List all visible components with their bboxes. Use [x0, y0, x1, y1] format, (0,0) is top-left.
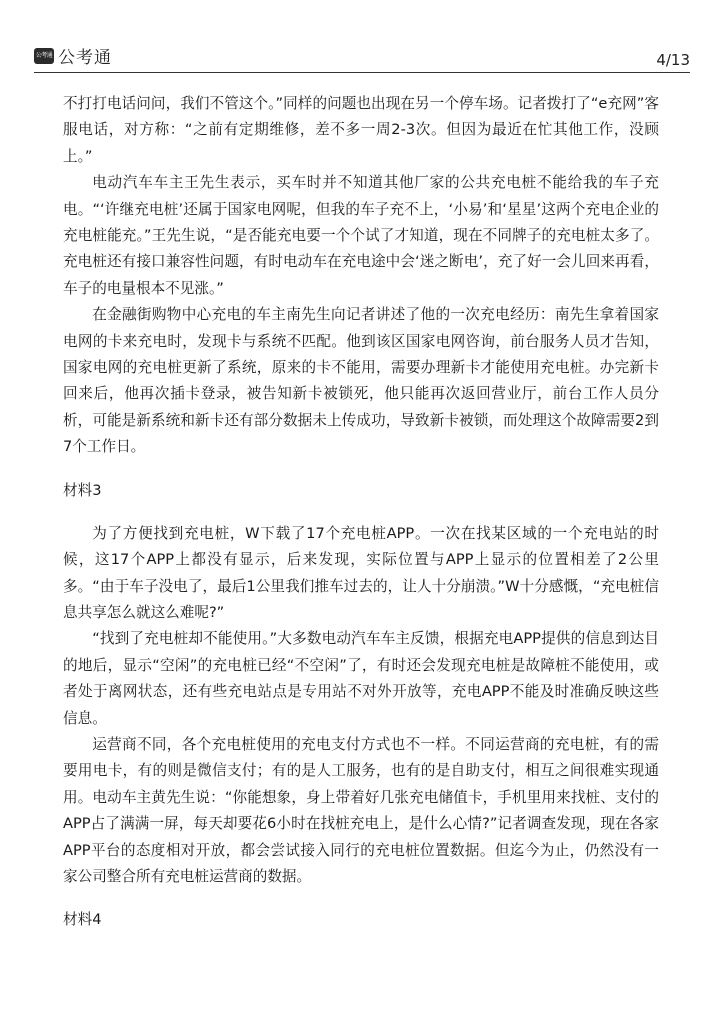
- paragraph: 为了方便找到充电桩，W下载了17个充电桩APP。一次在找某区域的一个充电站的时候，这17个APP上都没有显示，后来发现，实际位置与APP上显示的位置相差了2公里多。“由于车子没电了，最后1公里我们推车过去的，让人十分崩溃。”W十分感慨，“充电桩信息共享怎么就这么难呢?”: [63, 524, 659, 621]
- paragraph: 电动汽车车主王先生表示，买车时并不知道其他厂家的公共充电桩不能给我的车子充电。“‘许继充电桩’还属于国家电网呢，但我的车子充不上，‘小易’和‘星星’这两个充电企业的充电桩能充。”王先生说，“是否能充电要一个个试了才知道，现在不同牌子的充电桩太多了。充电桩还有接口兼容性问题，有时电动车在充电途中会‘迷之断电’，充了好一会儿回来再看，车子的电量根本不见涨。”: [63, 174, 659, 297]
- header-divider: [34, 72, 690, 73]
- page-number: 4/13: [656, 51, 690, 69]
- logo-text: 公考通: [58, 48, 112, 68]
- paragraph: 在金融街购物中心充电的车主南先生向记者讲述了他的一次充电经历：南先生拿着国家电网的卡来充电时，发现卡与系统不匹配。他到该区国家电网咨询，前台服务人员才告知，国家电网的充电桩更新了系统，原来的卡不能用，需要办理新卡才能使用充电桩。办完新卡回来后，他再次插卡登录，被告知新卡被锁死，他只能再次返回营业厅，前台工作人员分析，可能是新系统和新卡还有部分数据未上传成功，导致新卡被锁，而处理这个故障需要2到7个工作日。: [63, 306, 659, 456]
- paragraph: 运营商不同，各个充电桩使用的充电支付方式也不一样。不同运营商的充电桩，有的需要用电卡，有的则是微信支付；有的是人工服务，也有的是自助支付，相互之间很难实现通用。电动车主黄先生说：“你能想象，身上带着好几张充电储值卡，手机里用来找桩、支付的APP占了满满一屏，每天却要花6小时在找桩充电上，是什么心情?”记者调查发现，现在各家APP平台的态度相对开放，都会尝试接入同行的充电桩位置数据。但迄今为止，仍然没有一家公司整合所有充电桩运营商的数据。: [63, 735, 659, 885]
- document-body: [63, 91, 659, 933]
- paragraph: “找到了充电桩却不能使用。”大多数电动汽车车主反馈，根据充电APP提供的信息到达目的地后，显示“空闲”的充电桩已经“不空闲”了，有时还会发现充电桩是故障桩不能使用，或者处于离网状态，还有些充电站点是专用站不对外开放等，充电APP不能及时准确反映这些信息。: [63, 630, 659, 727]
- section-title-material-3: 材料3: [63, 481, 102, 499]
- logo: [34, 43, 112, 68]
- logo-badge: 公考通: [34, 48, 54, 64]
- paragraph-continued: 不打打电话问问，我们不管这个。”同样的问题也出现在另一个停车场。记者拨打了“e充网”客服电话，对方称：“之前有定期维修，差不多一周2-3次。但因为最近在忙其他工作，没顾上。”: [63, 95, 659, 165]
- page-header: [0, 0, 724, 70]
- section-title-material-4: 材料4: [63, 911, 102, 929]
